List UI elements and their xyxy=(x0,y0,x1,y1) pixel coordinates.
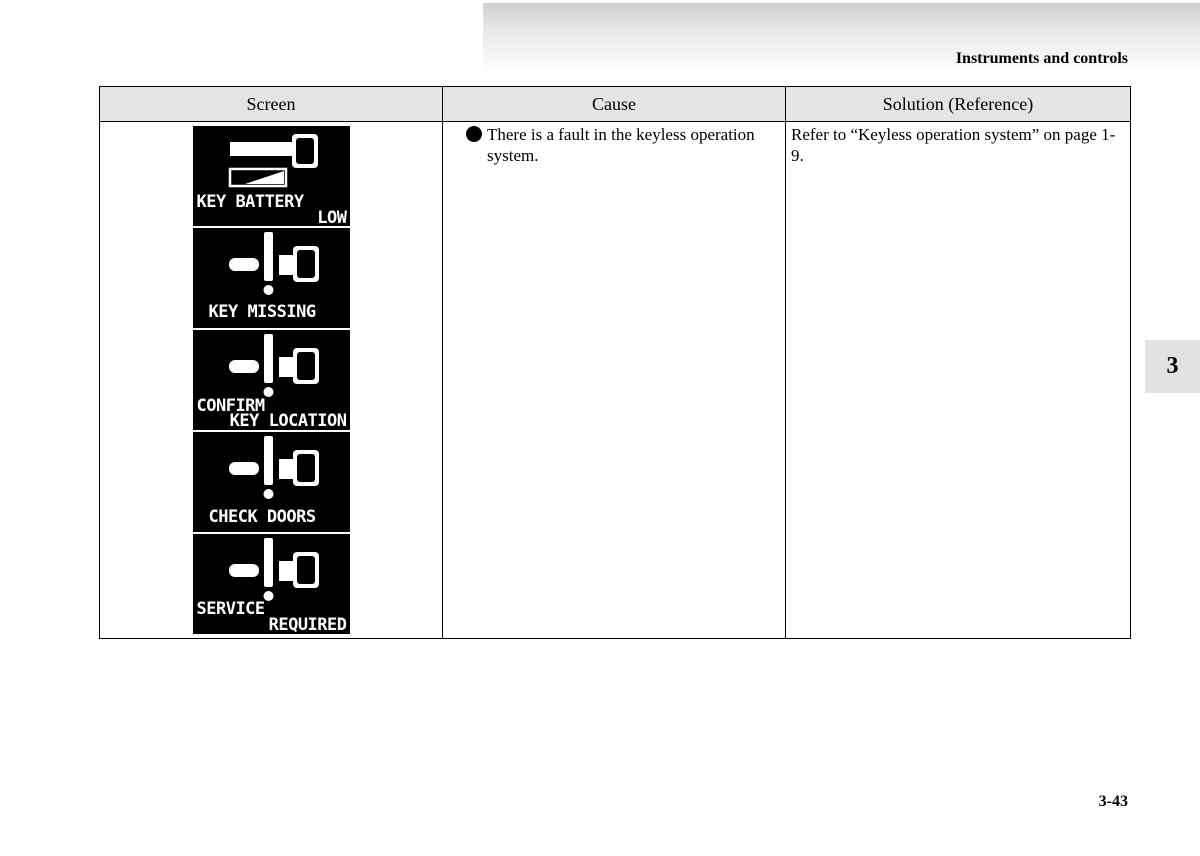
screen-line-1: CONFIRM xyxy=(196,396,265,416)
column-header-solution: Solution (Reference) xyxy=(786,87,1131,122)
screen-key-missing xyxy=(193,228,350,328)
section-title: Instruments and controls xyxy=(955,50,1128,67)
screen-line-1: CHECK DOORS xyxy=(208,507,316,527)
bullet-icon xyxy=(466,126,482,142)
screen-line-2: LOW xyxy=(317,208,347,226)
screen-line-2: KEY LOCATION xyxy=(229,411,347,430)
screen-service-required xyxy=(193,534,350,634)
cause-cell xyxy=(443,122,786,639)
table-header-row xyxy=(100,87,1131,122)
solution-text: Refer to “Keyless operation system” on page 1-9. xyxy=(791,125,1116,165)
column-header-screen: Screen xyxy=(100,87,443,122)
solution-cell xyxy=(786,122,1131,639)
screen-confirm-key-location xyxy=(193,330,350,430)
screen-list xyxy=(193,126,350,634)
cause-text: There is a fault in the keyless operation system. xyxy=(487,125,755,165)
screen-line-1: KEY MISSING xyxy=(208,302,316,322)
chapter-tab: 3 xyxy=(1145,340,1200,393)
column-header-cause: Cause xyxy=(443,87,786,122)
screen-line-1: KEY BATTERY xyxy=(196,192,304,212)
table-row xyxy=(100,122,1131,639)
screen-line-1: SERVICE xyxy=(196,599,265,619)
screen-line-2: REQUIRED xyxy=(268,615,347,634)
screen-key-battery-low xyxy=(193,126,350,226)
warning-table xyxy=(99,86,1131,639)
screen-cell xyxy=(100,122,443,639)
page-number: 3-43 xyxy=(1098,793,1128,810)
screen-check-doors xyxy=(193,432,350,532)
